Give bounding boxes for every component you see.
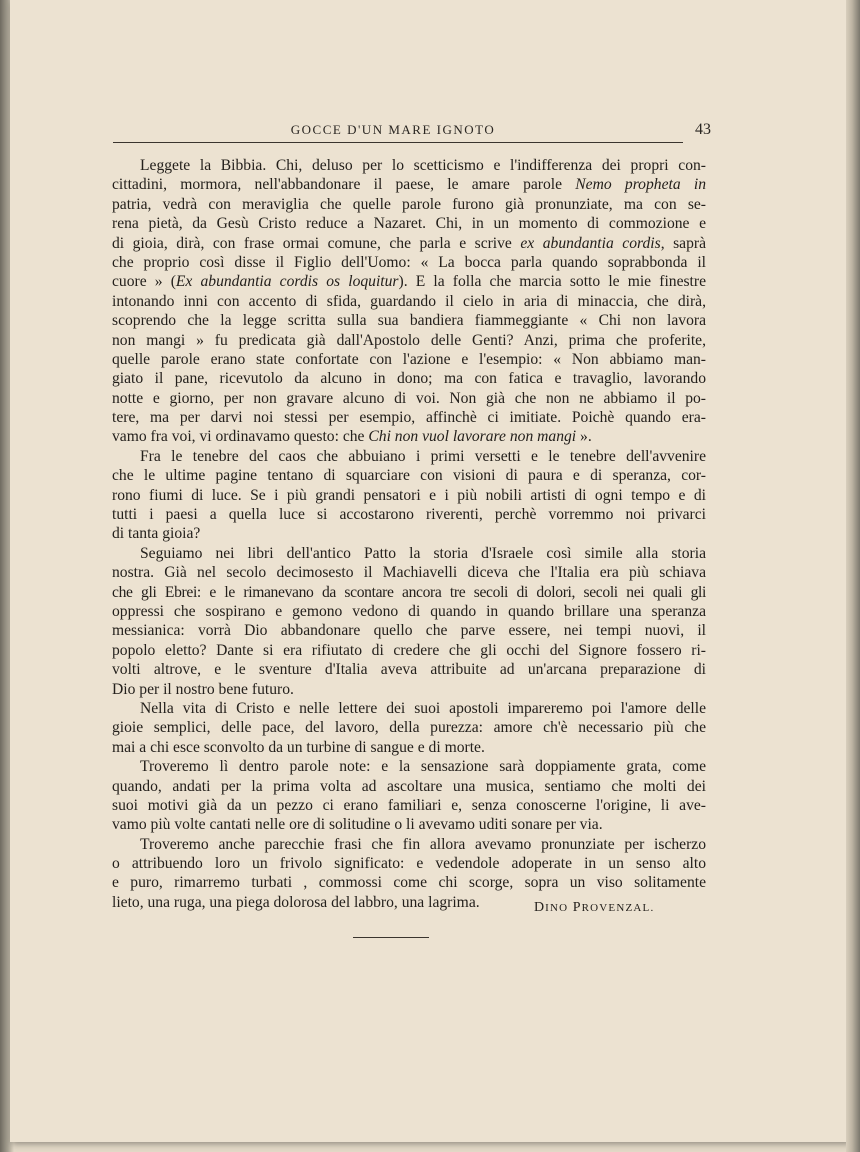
text-segment: cittadini, mormora, nell'abbandonare il paese, le amare parole (112, 176, 576, 194)
text-line: rono fiumi di luce. Se i più grandi pensatori e i più nobili artisti di ogni tempo e di (112, 486, 706, 504)
text-line: notte e giorno, per non gravare alcuno di voi. Non già che non ne abbiamo il po- (112, 389, 706, 407)
signature-last-initial: P (572, 900, 582, 915)
text-line: popolo eletto? Dante si era rifiutato di credere che gli occhi del Signore fossero ri- (112, 641, 706, 659)
italic-phrase: Chi non vuol lavorare non mangi (368, 428, 577, 446)
text-line: suoi motivi già da un pezzo ci erano familiari e, senza conoscerne l'origine, li ave- (112, 796, 706, 814)
text-line: scoprendo che la legge scritta sulla sua bandiera fiammeggiante « Chi non lavora (112, 312, 706, 330)
text-line (112, 427, 706, 446)
text-line: Troveremo lì dentro parole note: e la sensazione sarà doppiamente grata, come (140, 758, 706, 776)
text-line: messianica: vorrà Dio abbandonare quello che parve essere, nei tempi nuovi, il (112, 622, 706, 640)
text-line: mai a chi esce sconvolto da un turbine di sangue e di morte. (112, 738, 485, 756)
text-line: patria, vedrà con meraviglia che quelle parole furono già pronunziate, ma con se- (112, 195, 706, 213)
book-page (10, 0, 848, 1142)
text-line: rena pietà, da Gesù Cristo reduce a Nazaret. Chi, in un momento di commozione e (112, 215, 706, 233)
text-line: Nella vita di Cristo e nelle lettere dei suoi apostoli impareremo poi l'amore delle (140, 699, 706, 717)
text-line: o attribuendo loro un frivolo significato: e vedendole adoperate in un senso alto (112, 855, 706, 873)
italic-phrase: ex abundantia cordis (520, 234, 661, 252)
text-line: gioie semplici, delle pace, del lavoro, della purezza: amore ch'è necessario più che (112, 719, 706, 737)
page-number: 43 (695, 121, 711, 138)
text-line (112, 175, 706, 194)
text-line: oppressi che sospirano e gemono vedono di quando in quando brillare una speranza (112, 602, 706, 620)
italic-phrase: Nemo propheta in (575, 176, 706, 194)
paragraph-4 (112, 699, 706, 757)
text-line: e puro, rimarremo turbati , commossi come chi scorge, sopra un viso solitamente (112, 874, 706, 892)
text-line: Fra le tenebre del caos che abbuiano i primi versetti e le tenebre dell'avvenire (140, 447, 706, 465)
signature-last-rest: ROVENZAL. (581, 902, 655, 914)
text-line: di tanta gioia? (112, 525, 201, 543)
text-line: Leggete la Bibbia. Chi, deluso per lo scetticismo e l'indifferenza dei propri con- (140, 157, 706, 174)
text-line: Dio per il nostro bene futuro. (112, 680, 294, 698)
header-rule (113, 142, 683, 143)
paragraph-5 (112, 757, 706, 835)
text-line: vamo più volte cantati nelle ore di solitudine o li avevamo uditi sonare per via. (112, 816, 603, 834)
paragraph-1 (112, 156, 706, 447)
text-line: che proprio così disse il Figlio dell'Uomo: « La bocca parla quando soprabbonda il (112, 253, 706, 271)
text-segment: vamo fra voi, vi ordinavamo questo: che (112, 428, 369, 446)
text-line: intonando inni con accento di sfida, guardando il cielo in aria di minaccia, che dirà, (112, 292, 706, 310)
text-line: tutti i paesi a quella luce si accostarono riverenti, perchè vorremmo noi privarci (112, 506, 706, 524)
text-line: nostra. Già nel secolo decimosesto il Machiavelli diceva che l'Italia era più schiava (112, 564, 706, 582)
paragraph-3 (112, 544, 706, 699)
text-line: quando, andati per la prima volta ad ascoltare una musica, sentiamo che molti dei (112, 777, 706, 795)
running-title: GOCCE D'UN MARE IGNOTO (290, 122, 496, 137)
text-segment: ). E la folla che marcia sotto le mie finestre (398, 273, 706, 291)
text-line: giato il pane, ricevutolo da alcuno in dono; ma con fatica e travaglio, lavorando (112, 370, 706, 388)
text-line: quelle parole erano state confortate con l'azione e l'esempio: « Non abbiamo man- (112, 350, 706, 368)
text-line (112, 234, 706, 253)
text-line: Seguiamo nei libri dell'antico Patto la storia d'Israele così simile alla storia (140, 544, 706, 562)
author-signature (534, 900, 654, 916)
text-line: lieto, una ruga, una piega dolorosa del labbro, una lagrima. (112, 893, 480, 911)
text-line: non mangi » fu predicata già dall'Apostolo delle Genti? Anzi, prima che proferite, (112, 331, 706, 349)
signature-first-initial: D (534, 900, 546, 915)
italic-phrase: Ex abundantia cordis os loquitur (175, 273, 399, 291)
signature-first-rest: INO (545, 902, 569, 914)
closing-rule (353, 937, 429, 938)
text-segment: , saprà (660, 234, 706, 252)
text-line: volti altrove, e le sventure d'Italia aveva attribuite ad un'arcana preparazione di (112, 661, 706, 679)
page-edge-shadow (846, 0, 860, 1152)
text-line (112, 272, 706, 291)
text-line: che gli Ebrei: e le rimanevano da scontare ancora tre secoli di dolori, secoli nei quali gli (112, 583, 706, 601)
text-line: che le ultime pagine tentano di squarciare con visioni di paura e di speranza, cor- (112, 467, 706, 485)
body-text (112, 156, 706, 912)
paragraph-2 (112, 447, 706, 544)
text-segment: cuore » ( (112, 273, 176, 291)
page-header (113, 118, 713, 144)
text-segment: ». (576, 428, 592, 446)
text-segment: di gioia, dirà, con frase ormai comune, che parla e scrive (112, 234, 521, 252)
text-line: Troveremo anche parecchie frasi che fin allora avevamo pronunziate per ischerzo (140, 835, 706, 853)
text-line: tere, ma per darvi noi stessi per esempio, affinchè ci imitiate. Poichè quando era- (112, 409, 706, 427)
